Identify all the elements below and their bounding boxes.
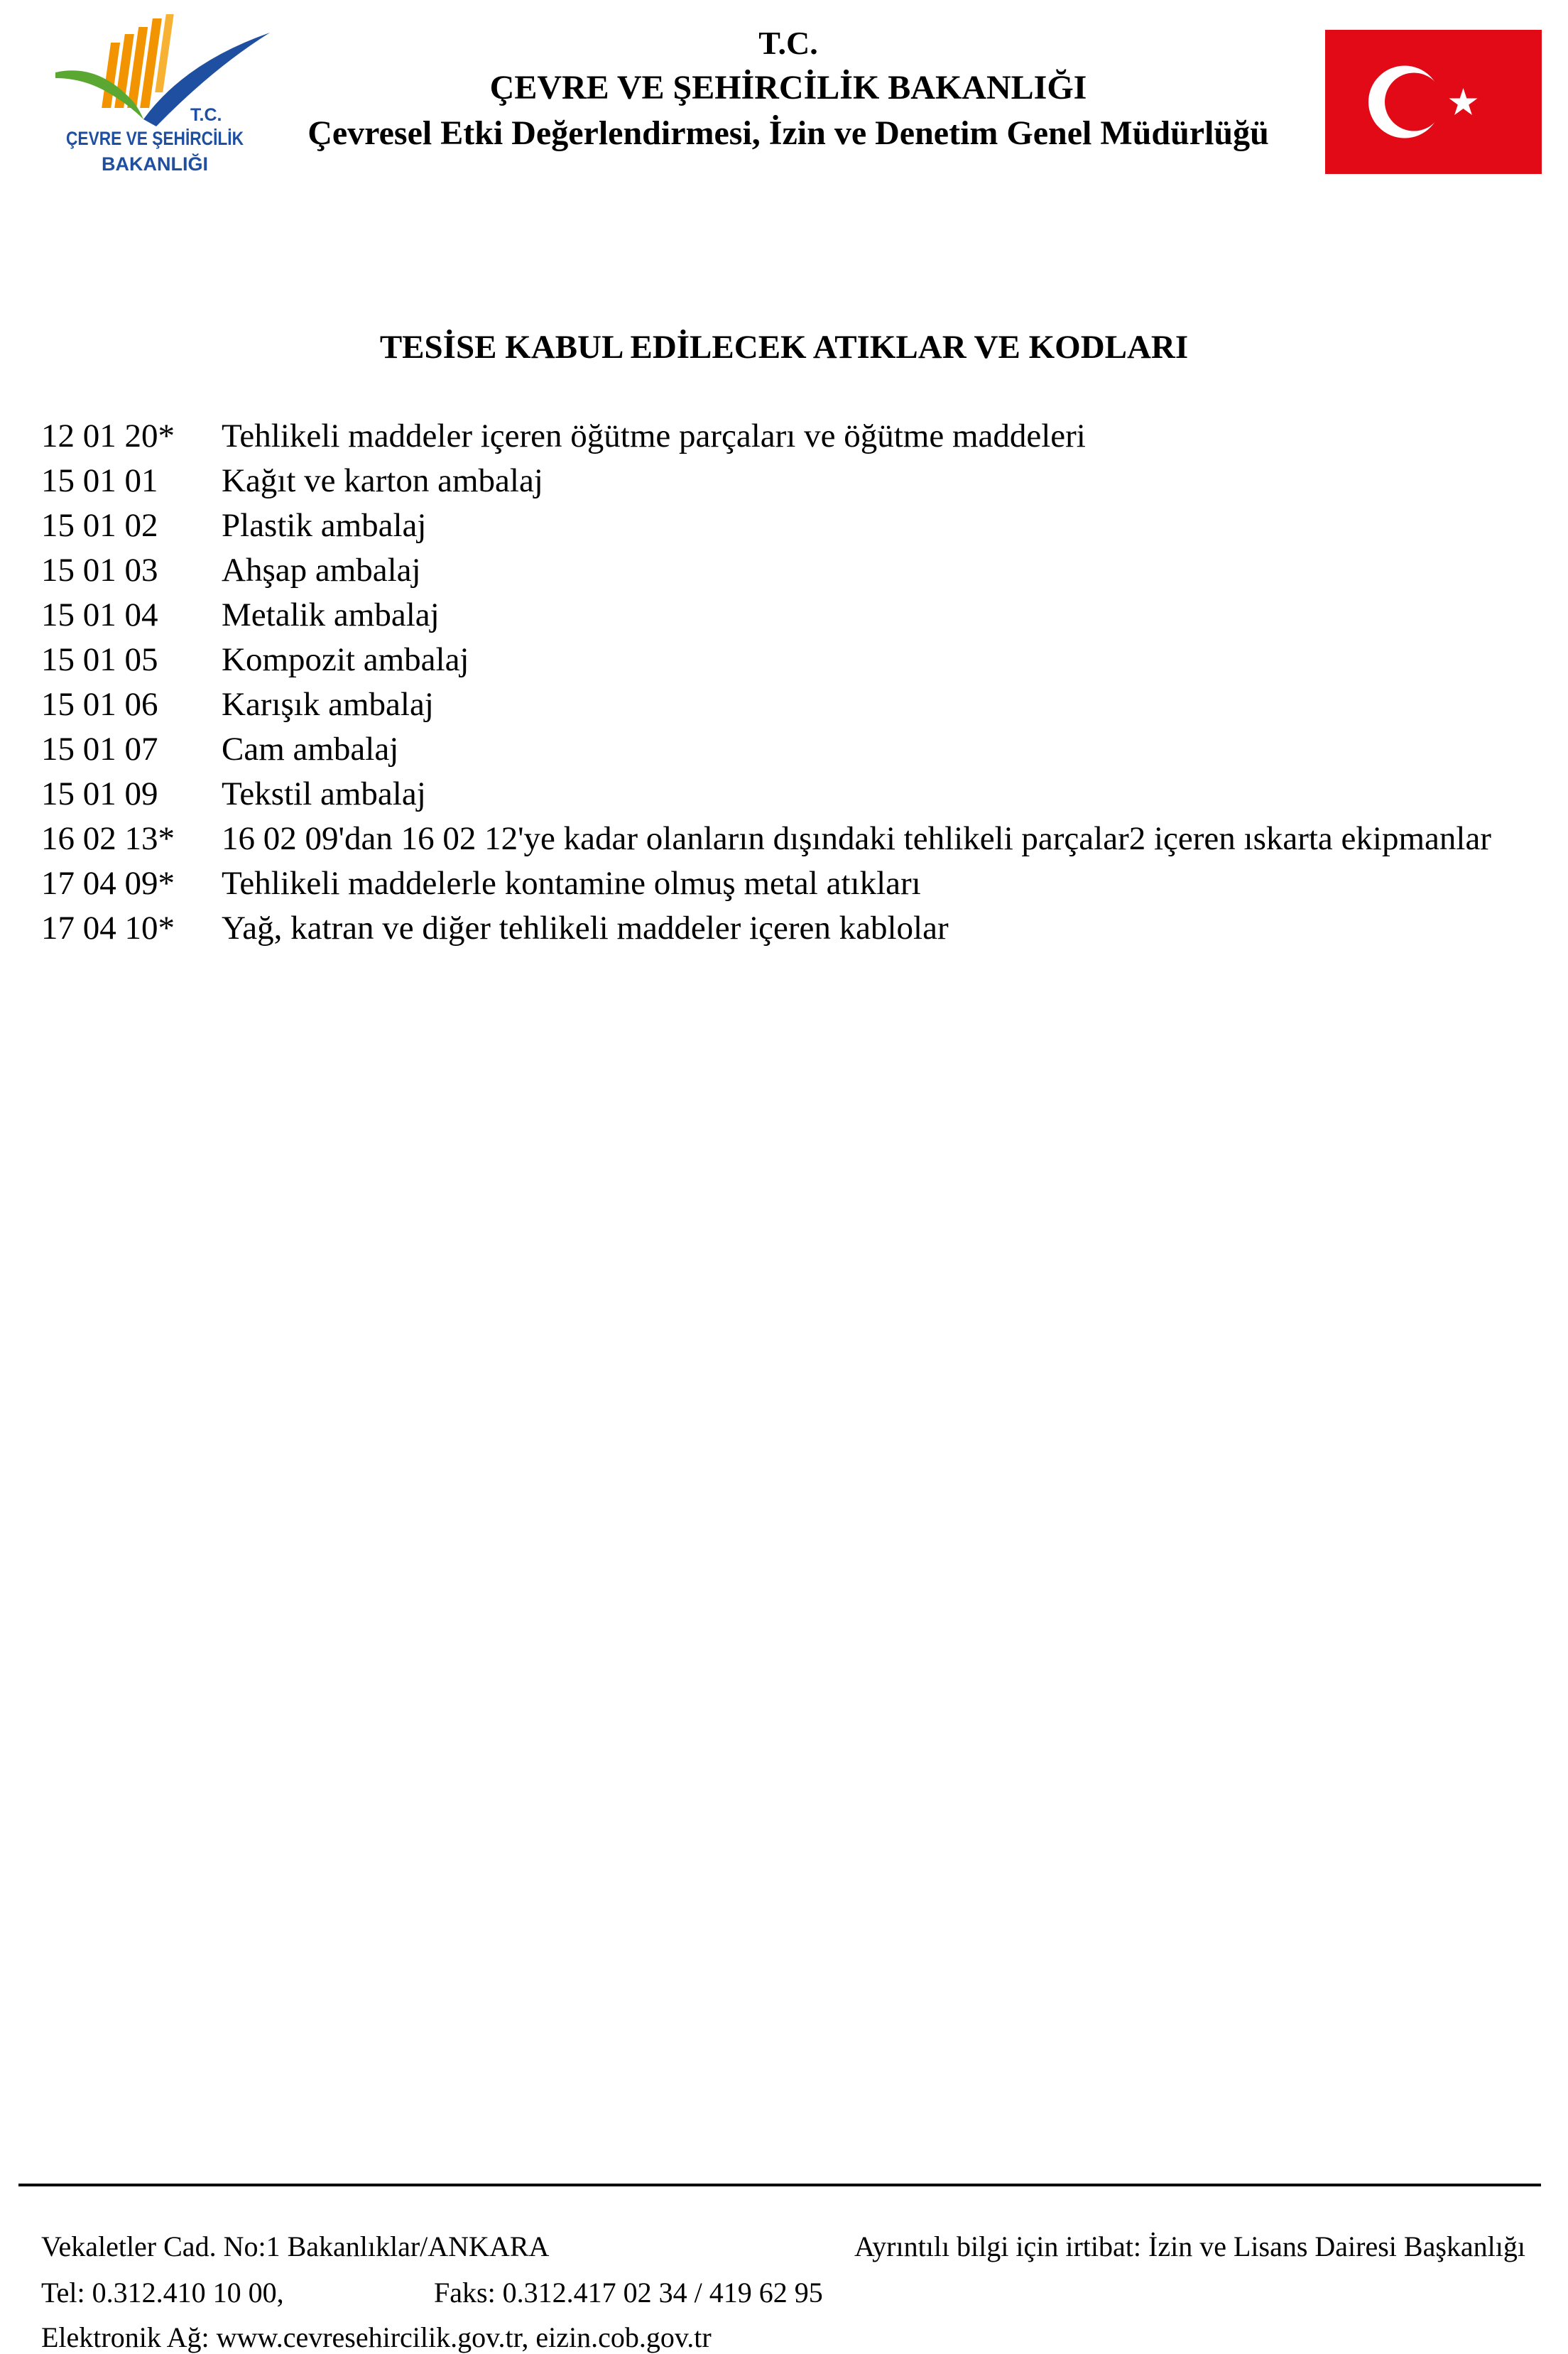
list-item — [41, 908, 1518, 949]
waste-description: Metalik ambalaj — [222, 596, 440, 633]
document-title: TESİSE KABUL EDİLECEK ATIKLAR VE KODLARI — [379, 329, 1189, 366]
logo-text: T.C. — [190, 105, 222, 125]
footer-web: Elektronik Ağ: www.cevresehircilik.gov.tr, eizin.cob.gov.tr — [41, 2321, 712, 2353]
waste-code: 15 01 02 — [41, 507, 158, 544]
footer-line-3 — [41, 2321, 1525, 2354]
waste-description: Tekstil ambalaj — [222, 775, 426, 812]
list-item — [41, 415, 1518, 457]
turkish-flag — [1325, 30, 1542, 174]
footer-fax: Faks: 0.312.417 02 34 / 419 62 95 — [434, 2277, 823, 2309]
waste-description: Plastik ambalaj — [222, 507, 427, 544]
footer-address: Vekaletler Cad. No:1 Bakanlıklar/ANKARA — [41, 2230, 550, 2262]
list-item — [41, 460, 1518, 501]
ministry-logo — [50, 13, 277, 183]
waste-code: 12 01 20* — [41, 418, 175, 454]
waste-code: 15 01 05 — [41, 641, 158, 678]
waste-code: 15 01 03 — [41, 552, 158, 589]
waste-code-list — [41, 415, 1518, 952]
footer-tel: Tel: 0.312.410 10 00, — [41, 2277, 284, 2309]
waste-description: Karışık ambalaj — [222, 686, 434, 723]
list-item — [41, 684, 1518, 725]
waste-description: Kağıt ve karton ambalaj — [222, 462, 543, 499]
list-item — [41, 550, 1518, 591]
logo-text: BAKANLIĞI — [102, 153, 208, 175]
list-item — [41, 818, 1518, 859]
waste-code: 16 02 13* — [41, 820, 175, 857]
waste-code: 15 01 04 — [41, 596, 158, 633]
logo-text: ÇEVRE VE ŞEHİRCİLİK — [66, 128, 244, 149]
waste-description: Tehlikeli maddeler içeren öğütme parçaları ve öğütme maddeleri — [222, 418, 1086, 454]
waste-code: 17 04 10* — [41, 910, 175, 947]
waste-description: 16 02 09'dan 16 02 12'ye kadar olanların dışındaki tehlikeli parçalar2 içeren ıskarta ekipmanlar — [222, 820, 1491, 857]
list-item — [41, 863, 1518, 904]
list-item — [41, 773, 1518, 814]
waste-code: 17 04 09* — [41, 865, 175, 902]
waste-description: Tehlikeli maddelerle kontamine olmuş metal atıkları — [222, 865, 921, 902]
list-item — [41, 594, 1518, 636]
footer-line-2 — [41, 2276, 1525, 2309]
footer-divider — [18, 2184, 1541, 2186]
list-item — [41, 729, 1518, 770]
footer-line-1 — [41, 2230, 1525, 2263]
header-directorate: Çevresel Etki Değerlendirmesi, İzin ve Denetim Genel Müdürlüğü — [307, 114, 1269, 152]
waste-code: 15 01 06 — [41, 686, 158, 723]
footer-contact-info: Ayrıntılı bilgi için irtibat: İzin ve Lisans Dairesi Başkanlığı — [854, 2230, 1525, 2262]
waste-code: 15 01 01 — [41, 462, 158, 499]
header-ministry: ÇEVRE VE ŞEHİRCİLİK BAKANLIĞI — [489, 69, 1087, 107]
waste-description: Yağ, katran ve diğer tehlikeli maddeler içeren kablolar — [222, 910, 949, 947]
waste-code: 15 01 07 — [41, 731, 158, 768]
waste-description: Cam ambalaj — [222, 731, 399, 768]
waste-description: Ahşap ambalaj — [222, 552, 421, 589]
waste-code: 15 01 09 — [41, 775, 158, 812]
list-item — [41, 639, 1518, 680]
list-item — [41, 505, 1518, 546]
header-tc: T.C. — [758, 25, 818, 61]
letterhead — [270, 27, 1307, 151]
flag-crescent-inner — [1385, 73, 1443, 131]
waste-description: Kompozit ambalaj — [222, 641, 469, 678]
